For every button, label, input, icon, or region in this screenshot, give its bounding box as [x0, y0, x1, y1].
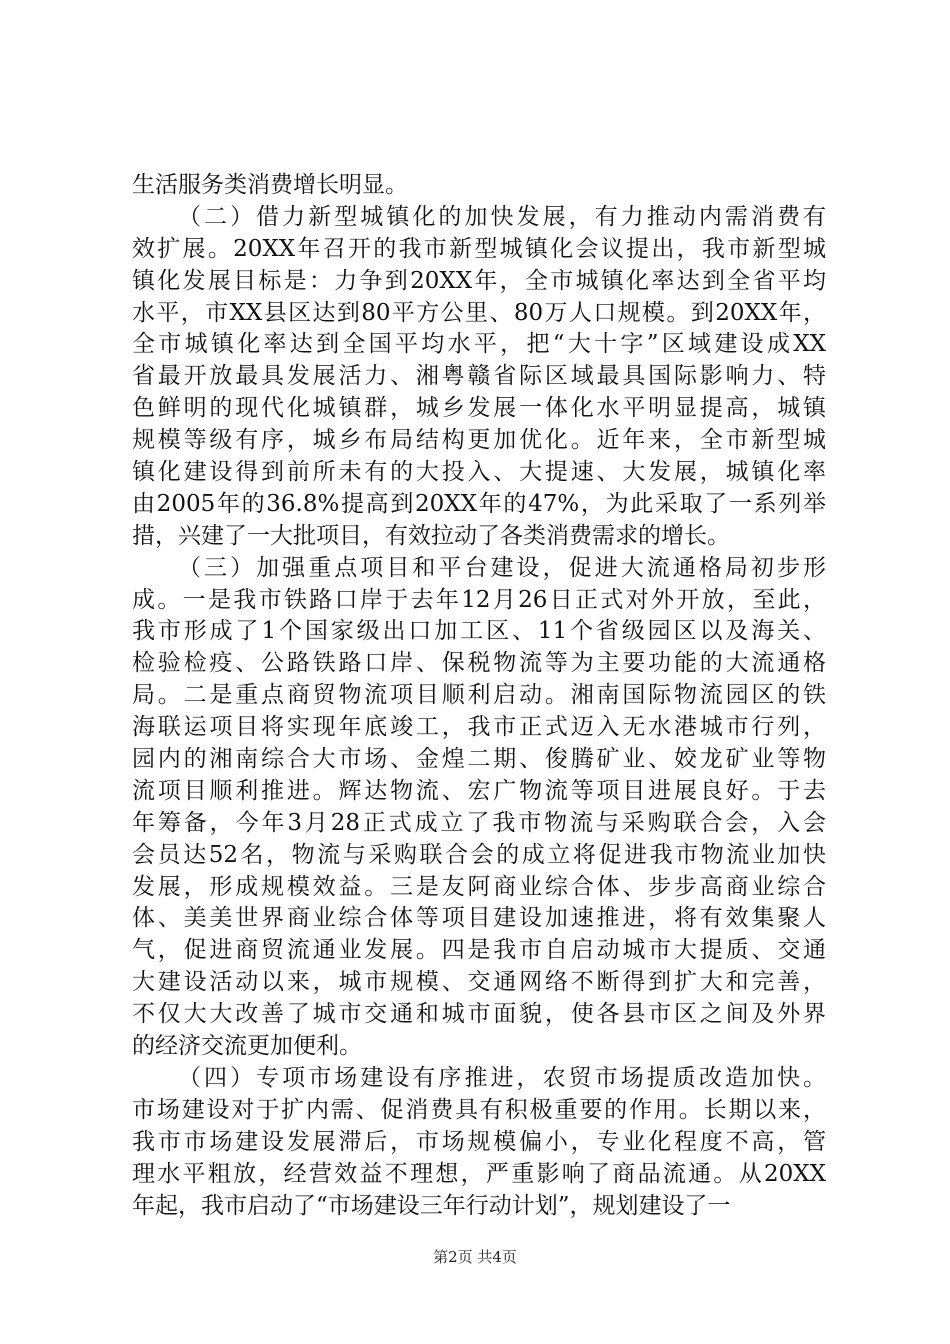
text-line: 全市城镇化率达到全国平均水平，把“大十字”区域建设成XX — [132, 331, 826, 358]
text-line: 措，兴建了一大批项目，有效拉动了各类消费需求的增长。 — [132, 522, 730, 549]
text-line: 园内的湘南综合大市场、金煌二期、俊腾矿业、姣龙矿业等物 — [132, 746, 826, 773]
text-line: 效扩展。20XX年召开的我市新型城镇化会议提出，我市新型城 — [132, 235, 826, 262]
text-line: 规模等级有序，城乡布局结构更加优化。近年来，全市新型城 — [132, 427, 826, 454]
text-line: 省最开放最具发展活力、湘粤赣省际区域最具国际影响力、特 — [132, 363, 826, 390]
text-line: 气，促进商贸流通业发展。四是我市自启动城市大提质、交通 — [132, 937, 826, 964]
text-line: 海联运项目将实现年底竣工，我市正式迈入无水港城市行列， — [132, 714, 826, 741]
text-line: 理水平粗放，经营效益不理想，严重影响了商品流通。从20XX — [132, 1160, 826, 1187]
body-text — [132, 170, 826, 1222]
text-line: 发展，形成规模效益。三是友阿商业综合体、步步高商业综合 — [132, 873, 826, 900]
text-line: 色鲜明的现代化城镇群，城乡发展一体化水平明显提高，城镇 — [132, 395, 826, 422]
text-line: 镇化发展目标是：力争到20XX年，全市城镇化率达到全省平均 — [132, 267, 826, 294]
text-line: 我市形成了1个国家级出口加工区、11个省级园区以及海关、 — [132, 618, 826, 645]
text-line: 的经济交流更加便利。 — [132, 1033, 362, 1060]
text-line: 水平，市XX县区达到80平方公里、80万人口规模。到20XX年， — [132, 299, 826, 326]
text-line: 检验检疫、公路铁路口岸、保税物流等为主要功能的大流通格 — [132, 650, 826, 677]
paragraph — [132, 1063, 826, 1222]
text-line: 年起，我市启动了“市场建设三年行动计划”，规划建设了一 — [132, 1192, 731, 1219]
text-line: （二）借力新型城镇化的加快发展，有力推动内需消费有 — [178, 203, 826, 230]
text-line: 大建设活动以来，城市规模、交通网络不断得到扩大和完善， — [132, 969, 826, 996]
text-line: 会员达52名，物流与采购联合会的成立将促进我市物流业加快 — [132, 841, 826, 868]
text-line: 镇化建设得到前所未有的大投入、大提速、大发展，城镇化率 — [132, 459, 826, 486]
paragraph — [132, 553, 826, 1063]
text-line: 局。二是重点商贸物流项目顺利启动。湘南国际物流园区的铁 — [132, 682, 826, 709]
text-line: 体、美美世界商业综合体等项目建设加速推进，将有效集聚人 — [132, 905, 826, 932]
text-line: （三）加强重点项目和平台建设，促进大流通格局初步形 — [178, 554, 826, 581]
paragraph — [132, 202, 826, 553]
text-line: 流项目顺利推进。辉达物流、宏广物流等项目进展良好。于去 — [132, 777, 826, 804]
text-line: 不仅大大改善了城市交通和城市面貌，使各县市区之间及外界 — [132, 1001, 826, 1028]
text-line: 我市市场建设发展滞后，市场规模偏小，专业化程度不高，管 — [132, 1128, 826, 1155]
text-line: 年筹备，今年3月28正式成立了我市物流与采购联合会，入会 — [132, 809, 826, 836]
page-footer: 第2页 共4页 — [433, 1248, 517, 1266]
text-line: 市场建设对于扩内需、促消费具有积极重要的作用。长期以来， — [132, 1096, 826, 1123]
text-line: 生活服务类消费增长明显。 — [132, 172, 408, 198]
paragraph — [132, 170, 826, 202]
text-line: （四）专项市场建设有序推进，农贸市场提质改造加快。 — [178, 1064, 826, 1091]
text-line: 由2005年的36.8%提高到20XX年的47%，为此采取了一系列举 — [132, 490, 826, 517]
text-line: 成。一是我市铁路口岸于去年12月26日正式对外开放，至此， — [132, 586, 826, 613]
